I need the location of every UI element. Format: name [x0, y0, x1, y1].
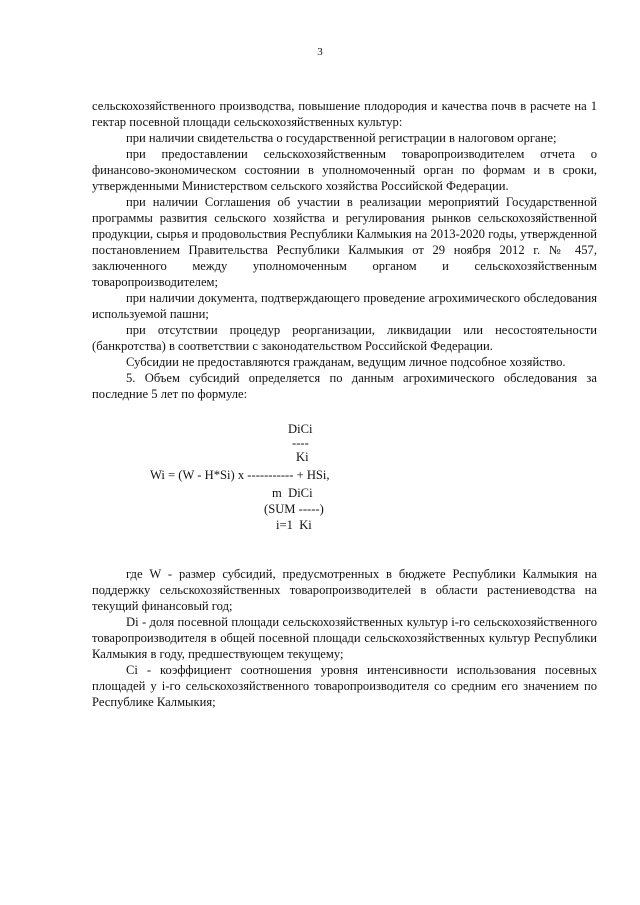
- page-number: 3: [317, 46, 323, 58]
- formula-line-2: ----: [292, 436, 309, 450]
- definition-di: Di - доля посевной площади сельскохозяйственных культур i-го сельскохозяйственного товаропроизводителя в общей посевной площади сельскохозяйственных культур Республики Калмыкия в году, предшествующем текущему;: [92, 615, 597, 661]
- subsidy-formula: [92, 422, 597, 544]
- formula-line-7: i=1 Ki: [276, 518, 312, 532]
- paragraph-5: при наличии документа, подтверждающего проведение агрохимического обследования используемой пашни;: [92, 291, 597, 321]
- formula-line-6: (SUM -----): [264, 502, 324, 516]
- formula-line-5: m DiCi: [272, 486, 313, 500]
- formula-line-4: Wi = (W - H*Si) x ----------- + HSi,: [150, 468, 330, 482]
- paragraph-3: при предоставлении сельскохозяйственным товаропроизводителем отчета о финансово-экономическом состоянии в уполномоченный орган по формам и в сроки, утвержденными Министерством сельского хозяйства Российской Федерации.: [92, 147, 597, 193]
- document-body: [92, 98, 597, 710]
- paragraph-2: при наличии свидетельства о государственной регистрации в налоговом органе;: [126, 131, 557, 145]
- paragraph-4: при наличии Соглашения об участии в реализации мероприятий Государственной программы развития сельского хозяйства и регулирования рынков сельскохозяйственной продукции, сырья и продовольствия Республики Калмыкия на 2013-2020 годы, утвержденной постановлением Правительства Республики Калмыкия от 29 ноября 2012 г. № 457, заключенного между уполномоченным органом и сельскохозяйственным товаропроизводителем;: [92, 195, 597, 289]
- paragraph-1: сельскохозяйственного производства, повышение плодородия и качества почв в расчете на 1 гектар посевной площади сельскохозяйственных культур:: [92, 99, 597, 129]
- definition-ci: Ci - коэффициент соотношения уровня интенсивности использования посевных площадей у i-го сельскохозяйственного товаропроизводителя со средним его значением по Республике Калмыкия;: [92, 663, 597, 709]
- paragraph-6: при отсутствии процедур реорганизации, ликвидации или несостоятельности (банкротства) в соответствии с законодательством Российской Федерации.: [92, 323, 597, 353]
- paragraph-8: 5. Объем субсидий определяется по данным агрохимического обследования за последние 5 лет по формуле:: [92, 371, 597, 401]
- formula-line-3: Ki: [296, 450, 309, 464]
- paragraph-7: Субсидии не предоставляются гражданам, ведущим личное подсобное хозяйство.: [126, 355, 566, 369]
- definition-w: где W - размер субсидий, предусмотренных в бюджете Республики Калмыкия на поддержку сельскохозяйственных товаропроизводителей в области растениеводства на текущий финансовый год;: [92, 567, 597, 613]
- definitions-block: [92, 566, 597, 710]
- formula-line-1: DiCi: [288, 422, 313, 436]
